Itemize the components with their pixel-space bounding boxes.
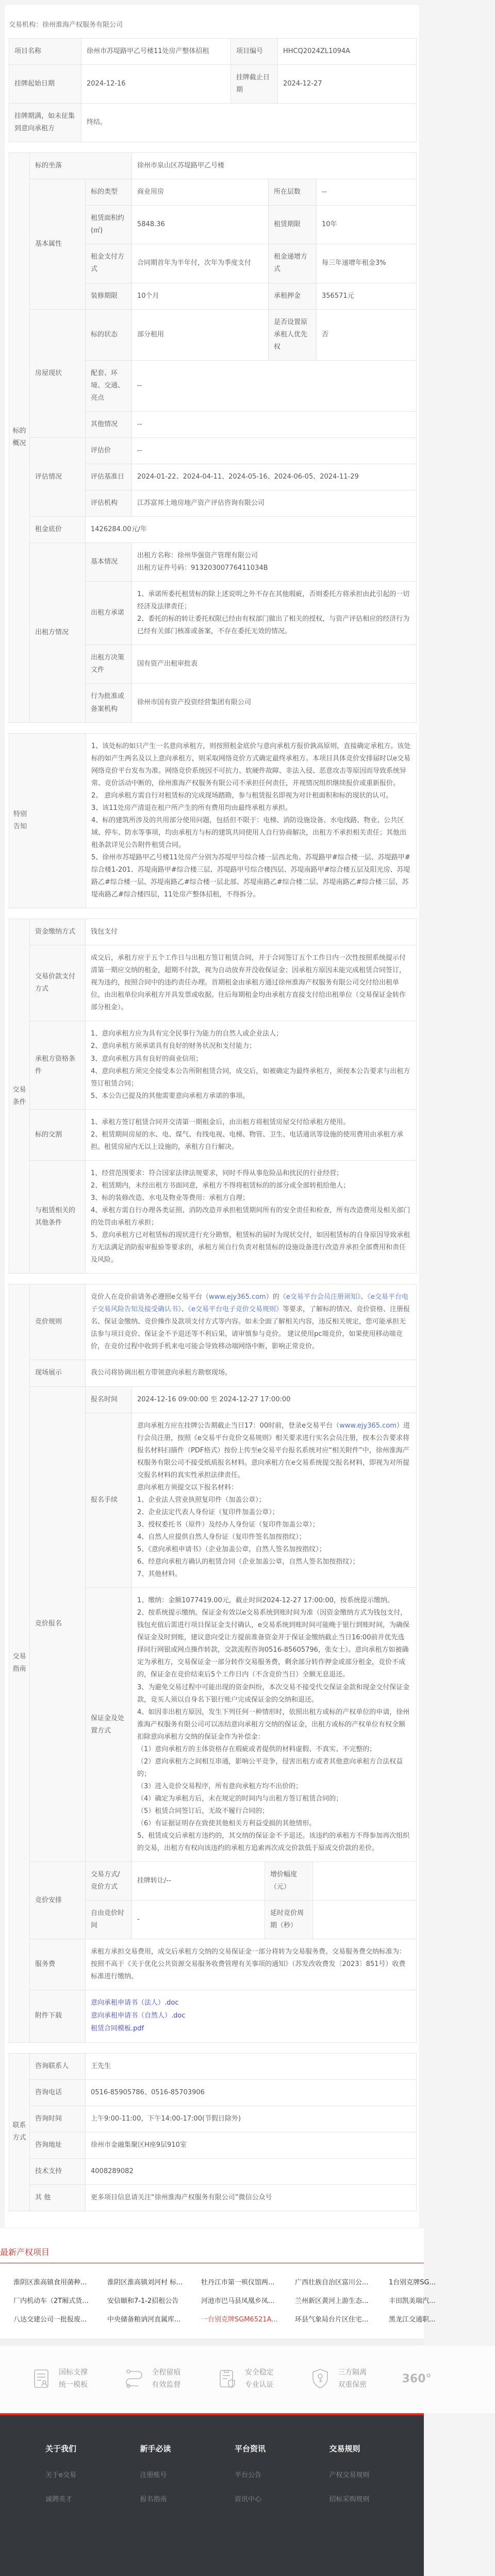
footer	[0, 2415, 424, 2576]
lessor-group-label: 出租方情况	[30, 543, 86, 722]
platform-features-band	[0, 2346, 495, 2413]
section-separator	[0, 2338, 424, 2346]
contact-addr-label: 咨询地址	[30, 2132, 86, 2158]
expire-value: 终结。	[81, 104, 417, 142]
attachment-legal-person-doc-link[interactable]: 意向承租申请书（法人）.doc	[91, 1999, 179, 2007]
attachments-cell	[86, 1990, 417, 2042]
feature-text: 安全稳定 专业认证	[244, 2368, 274, 2389]
expire-label: 挂牌期满，如未征集到意向承租方	[9, 104, 81, 142]
other-cond-label: 其他情况	[86, 411, 132, 437]
footer-link-register-account[interactable]: 注册账号	[140, 2471, 167, 2479]
attachment-lease-contract-pdf-link[interactable]: 租赁合同模板.pdf	[91, 2024, 144, 2032]
footer-column-title: 交易规则	[329, 2444, 360, 2453]
trace-icon	[123, 2367, 145, 2390]
eval-group-label: 评估情况	[30, 437, 86, 516]
rent-pay-label: 租金支付方式	[86, 244, 132, 283]
footer-link-about-ejy[interactable]: 关于e交易	[45, 2471, 76, 2479]
qualification-value: 1、意向承租方应为具有完全民事行为能力的自然人或企业法人； 2、意向承租方须承诺具有良好的财务状况和支付能力； 3、意向承租方具有良好的商业信用； 4、意向承租方须完全接受本公告所附租赁合同，成交后，如被确定为最终承租方，须按本公告要求与出租方签订租赁合同； 5、本公告已提及的其他需要意向承租方承诺的事项。	[86, 1021, 417, 1109]
feature-item	[216, 2366, 309, 2392]
env-label: 配套、环境、交通、亮点	[86, 360, 132, 411]
eval-org-value: 江苏富邦土地房地产资产评估咨询有限公司	[132, 490, 417, 516]
latest-project-link[interactable]: 丰田凯美瑞汽...	[389, 2297, 436, 2305]
contact-person-label: 咨询联系人	[30, 2053, 86, 2079]
procedure-label: 报名手续	[86, 1413, 132, 1588]
lessor-approve-label: 行为批准或备案机构	[86, 684, 132, 722]
delivery-value: 1、承租方签订租赁合同并交清第一期租金后，由出租方将租赁房屋交付给承租方使用。 2、租赁期间房屋的水、电、煤气、有线电视、电梯、物管、卫生、电话通讯等设施的使用费用由承租方承担。租赁房屋内无以上设施的，承租方自行解决。	[86, 1109, 417, 1160]
project-name-label: 项目名称	[9, 39, 81, 65]
increment-label: 增价幅度（元）	[265, 1862, 313, 1901]
feature-item	[30, 2366, 123, 2392]
latest-project-link[interactable]: 淮阴区淮高镇刘河村 标...	[107, 2278, 183, 2286]
cert-icon	[216, 2367, 239, 2390]
footer-column-about	[45, 2443, 140, 2518]
rent-increase-label: 租金递增方式	[269, 244, 317, 283]
bid-rules-text: 、	[360, 1293, 368, 1301]
listing-end-label: 挂牌截止日期	[231, 65, 278, 104]
latest-project-link[interactable]: 广西壮族自治区富川公...	[295, 2278, 369, 2286]
other-cond-value: --	[132, 411, 417, 437]
trade-conditions-table	[9, 919, 417, 1274]
contact-other-value: 更多项目信息请关注“徐州淮海产权服务有限公司”微信公众号	[86, 2184, 417, 2211]
deposit-method-label: 保证金及处置方式	[86, 1588, 132, 1862]
trade-guide-table	[9, 1284, 417, 2042]
service-fee-label: 服务费	[30, 1939, 86, 1990]
contact-addr-value: 徐州市金融集聚区H座9层910室	[86, 2132, 417, 2158]
footer-column-title: 新手必读	[140, 2444, 171, 2453]
status-value: 部分租用	[132, 309, 269, 360]
floor-price-label: 租金底价	[30, 517, 86, 543]
priority-label: 是否设置原承租人优先权	[269, 309, 317, 360]
contact-phone-label: 咨询电话	[30, 2079, 86, 2106]
increment-value	[313, 1862, 417, 1901]
ebidding-rules-link[interactable]: 《e交易平台电子竞价交易规则》	[188, 1306, 283, 1314]
eval-date-value: 2024-01-22、2024-04-11、2024-05-16、2024-06-05、2024-11-29	[132, 464, 417, 490]
listing-start-label: 挂牌起始日期	[9, 65, 81, 104]
section-label-conditions: 交易 条件	[9, 919, 30, 1274]
footer-column-rules	[329, 2443, 424, 2518]
bid-rules-text: 等要求，了解标的情况、竞价资格、注册报名、保证金缴纳、竞价操作及款项支付方式等内容。如未全面了解相关内容，违反相关规定，您可能承担无法参与项目竞价、保证金不予退还等不利后果，请审慎参与竞价。 建议使用pc端竞价，如果使用移动端竞价，在竞价过程中收到手机来电可能会导致移动端网络中断，影响正常竞价。	[91, 1306, 410, 1351]
special-notice-text: 1、该处标的如只产生一名意向承租方，则按照租金底价与意向承租方报价孰高原则，直接确定承租方。该处标的如产生两名及以上意向承租方，则采取网络竞价方式确定最终承租方。本项目具体竞价安排届时以e交易网络竞价平台发布为准。网络竞价系统因不可抗力、软硬件故障、非法入侵、恶意攻击等原因而导致系统异常、竞价活动中断的，徐州淮海产权服务有限公司不承担任何责任，并视情况组织继续报价或重新报价。 2、 意向承租方需自行对租赁标的完成现场踏勘，参与租赁报名即视为对计租面积和标的现状的认可。 3、该11处房产清退在租户所产生的所有费用均由最终承租方承担。 4、标的建筑所涉及的共用部分使用问题，包括但不限于：电梯、消防设施设备、水电线路、物业、公共区域、停车、防水等事项，均由承租方与标的建筑共同使用人自行协商解决，出租方不承担相关责任；其他出租条款详见公告附件租赁合同。 5、徐州市苏堤路甲乙号楼11处房产分别为苏堤甲号综合楼一层西北角、苏堤路甲#综合楼一层、苏堤路甲#综合楼1-201、苏堤南路甲#综合楼三层、苏堤路甲号综合楼四层、苏堤南路甲#综合楼五层及阳光房、苏堤路乙#综合楼一层、苏堤南路乙#综合楼一层北部、苏堤南路乙#综合楼二层、苏堤南路乙#综合楼三层、苏堤南路乙#综合楼四层，11处房产整体招租，不得拆分。	[86, 733, 417, 908]
project-info-table	[9, 38, 417, 142]
contact-table	[9, 2053, 417, 2211]
footer-link-signup-guide[interactable]: 报名指南	[140, 2495, 167, 2503]
feature-text: 三方隔离 双重保密	[338, 2368, 367, 2389]
ejy365-link[interactable]: www.ejy365.com	[339, 1421, 397, 1430]
delivery-label: 标的交割	[30, 1109, 86, 1160]
deposit-label: 承租押金	[269, 283, 317, 309]
term-value: 10年	[317, 206, 417, 244]
section-label-guide: 交易 指南	[9, 1284, 30, 2042]
latest-project-link[interactable]: 兰州新区黄河上游生态...	[295, 2297, 369, 2305]
rent-increase-value: 每三年递增年租金3%	[317, 244, 417, 283]
procedure-value	[132, 1413, 417, 1588]
bid-arrange-group-label: 竞价安排	[30, 1862, 86, 1939]
latest-projects-section	[0, 2228, 436, 2338]
eval-date-label: 评估基准日	[86, 464, 132, 490]
attachment-natural-person-doc-link[interactable]: 意向承租申请书（自然人）.doc	[91, 2012, 186, 2020]
footer-link-careers[interactable]: 诚聘英才	[45, 2495, 73, 2503]
priority-value: 否	[317, 309, 417, 360]
footer-column-beginner	[140, 2443, 235, 2518]
floor-price-value: 1426284.00元/年	[86, 517, 417, 543]
footer-link-news-center[interactable]: 资讯中心	[235, 2495, 262, 2503]
fitment-value: 10个月	[132, 283, 269, 309]
signup-time-label: 报名时间	[86, 1386, 132, 1413]
feature-item	[402, 2366, 495, 2392]
feature-text: 全程留痕 有效监督	[152, 2368, 181, 2389]
latest-project-link-highlighted[interactable]: 一台别克牌SGM6521A...	[201, 2315, 278, 2324]
eval-org-label: 评估机构	[86, 490, 132, 516]
listing-end-value: 2024-12-27	[278, 65, 417, 104]
feature-item	[309, 2366, 402, 2392]
floor-label: 所在层数	[269, 179, 317, 206]
latest-project-link[interactable]: 1台别克牌SG...	[389, 2278, 436, 2286]
attachments-label: 附件下载	[30, 1990, 86, 2042]
eval-price-label: 评估价	[86, 437, 132, 464]
latest-project-link[interactable]: 安信颐和7-1-2招租公告	[107, 2297, 179, 2305]
payment-method-value: 成交后，承租方应于五个工作日与出租方签订租赁合同，并于合同签订五个工作日内一次性按照系统提示付清第一期应交纳的租金，超期不付款，视为自动放弃并没收保证金；因承租方原因未能完成租赁合同签订，视为违约，按照合同中的违约责任办理。首期租金由承租方通过徐州淮海产权服务有限公司交付给出租单位。由出租单位向承租方开具发票或收据。往后每期租金均由承租方直接支付给出租单位（交易保证金转作部分租金）。	[86, 945, 417, 1021]
fund-method-value: 钱包支付	[86, 919, 417, 945]
latest-projects-title: 最新产权项目	[0, 2247, 50, 2257]
lessor-approve-value: 徐州市国有资产投资经营集团有限公司	[132, 684, 417, 722]
bid-rules-text: 竞价人在竞价前请务必遵照e交易平台（	[91, 1293, 209, 1301]
360-icon: 360°	[402, 2372, 432, 2385]
contact-other-label: 其 他	[30, 2184, 86, 2211]
lessor-doc-label: 出租方决策文件	[86, 645, 132, 684]
status-label: 标的状态	[86, 309, 132, 360]
target-overview-table	[9, 152, 417, 722]
member-register-notice-link[interactable]: 《e交易平台会员注册须知》	[279, 1293, 361, 1301]
bid-rules-label: 竞价规则	[30, 1284, 86, 1360]
fund-method-label: 资金缴纳方式	[30, 919, 86, 945]
trading-agency-line: 交易机构：徐州淮海产权服务有限公司	[9, 21, 123, 29]
contact-time-label: 咨询时间	[30, 2106, 86, 2132]
footer-column-title: 平台资讯	[235, 2444, 266, 2453]
site-show-value: 我公司将协调出租方带领意向承租方勘察现场。	[86, 1360, 417, 1386]
contact-time-value: 上午9:00-11:00，下午14:00-17:00(节假日除外)	[86, 2106, 417, 2132]
area-label: 租赁面积约 (㎡)	[86, 206, 132, 244]
rent-pay-value: 合同期首年为半年付，次年为季度支付	[132, 244, 269, 283]
latest-project-link[interactable]: 环县气象局台片区住宅...	[295, 2315, 369, 2324]
latest-project-link[interactable]: 河池市巴马县凤凰乡凤...	[201, 2297, 275, 2305]
section-label-notice: 特别 告知	[9, 733, 86, 908]
doc-template-icon	[30, 2367, 53, 2390]
deposit-value: 356571元	[317, 283, 417, 309]
project-no-label: 项目编号	[231, 39, 278, 65]
basic-attr-label: 基本属性	[30, 179, 86, 309]
announcement-card	[4, 4, 420, 2228]
lessor-basic-label: 基本情况	[86, 543, 132, 582]
footer-link-property-rules[interactable]: 产权交易规则	[329, 2471, 370, 2479]
latest-project-link[interactable]: 中央储备粮讷河直属库...	[107, 2315, 181, 2324]
section-label-target: 标的 概况	[9, 153, 30, 722]
procedure-text: ）进行会员注册，按照《e交易平台竞价交易规则》相关要求进行实名会员注册，按本公告要求将报名材料扫描件（PDF格式）按份上传至e交易平台报名系统对应“相关附件”中，徐州淮海产权服务有限公司不接受纸质报名材料。意向承租方在e交易系统提交报名材料，即视为对所提交报名材料的真实性承担法律责任。	[137, 1421, 410, 1479]
area-value: 5848.36	[132, 206, 269, 244]
fitment-label: 装修期限	[86, 283, 132, 309]
latest-project-link[interactable]: 淮阴区淮高镇食用菌种...	[13, 2278, 87, 2286]
latest-project-link[interactable]: 厂内机动车（2T厢式货...	[13, 2297, 89, 2305]
delay-cycle-value	[313, 1901, 417, 1939]
bid-rules-text: ）的	[266, 1293, 279, 1301]
lessor-commit-value: 1、承诺所委托租赁标的除上述说明之外不存在其他瑕疵，否则委托方将承担由此引起的一切经济及法律责任； 2、委托的标的转让委托权限已经由有权部门做出了相关的授权，与资产评估相应的经济行为已经有关部门核准或备案，不存在委托无效的情况。	[132, 582, 417, 645]
latest-projects-grid	[0, 2263, 485, 2338]
eval-price-value: --	[132, 437, 417, 464]
special-notice-table	[9, 733, 417, 909]
procedure-text: 意向承租方应在挂牌公告期截止当日17：00时前，登录e交易平台（	[137, 1421, 340, 1430]
tech-support-value: 4008289082	[86, 2158, 417, 2184]
location-label: 标的坐落	[30, 153, 132, 179]
contact-person-value: 王先生	[86, 2053, 417, 2079]
risk-confirm-link[interactable]: 《e交易平台电子交易风险告知及接受确认书》	[91, 1293, 408, 1314]
feature-item	[123, 2366, 216, 2392]
house-status-group-label: 房屋现状	[30, 309, 86, 437]
ejy365-link[interactable]: www.ejy365.com	[209, 1293, 266, 1301]
bid-rules-text: 、	[181, 1306, 188, 1314]
lease-other-label: 与租赁相关的其他条件	[30, 1160, 86, 1273]
signup-group-label: 竞价报名	[30, 1386, 86, 1862]
section-label-contact: 联系 方式	[9, 2053, 30, 2211]
lease-other-value: 1、经营范围要求：符合国家法律法规要求，同时不得从事危险品和扰民的行业经营； 2、租赁期内，未经出租方书面同意，承租方不得将租赁标的的部分或全部转租给他人； 3、标的装修改造、水电及物业等费用：承租方自理； 4、承租方需自行办理各类证照、消防改造并承担租赁期间所有的安全责任和检查，所有改造费用及相关部门的处罚由承租方承担； 5、意向承租方已对租赁标的现状进行充分勘察，租赁标的届时为现状交付，如因租赁标的自身原因导致承租方无法满足消防报审报验等要求的，承租方须自行负责对租赁标的设施设备进行改造并承担全部费用和责任及风险。	[86, 1160, 417, 1273]
project-no-value: HHCQ2024ZL1094A	[278, 39, 417, 65]
delay-cycle-label: 延时竞价周期（秒）	[265, 1901, 313, 1939]
qualification-label: 承租方资格条件	[30, 1021, 86, 1109]
type-value: 商业用房	[132, 179, 269, 206]
trade-mode-value: 挂牌转让/--	[132, 1862, 265, 1901]
term-label: 租赁期限	[269, 206, 317, 244]
listing-start-value: 2024-12-16	[81, 65, 231, 104]
lessor-commit-label: 出租方承诺	[86, 582, 132, 645]
shield-key-icon	[309, 2367, 332, 2390]
footer-link-bid-procurement-rules[interactable]: 招标采购规则	[329, 2495, 370, 2503]
env-value: --	[132, 360, 417, 411]
floor-value: --	[317, 179, 417, 206]
footer-column-title: 关于我们	[45, 2444, 77, 2453]
latest-project-link[interactable]: 八达交建公司一批报废...	[13, 2315, 87, 2324]
lessor-basic-value: 出租方名称：徐州华强资产管理有限公司 出租方证件号码：91320300776411034B	[132, 543, 417, 582]
procedure-materials: 意向承租方须提交以下报名材料： 1、企业法人营业执照复印件（加盖公章）； 2、企业法定代表人身份证（复印件加盖公章）； 3、授权委托书（原件）及经办人身份证（复印件加盖公章）； 4、自然人应提供自然人身份证（复印件签名加按指纹）； 5、《意向承租申请书》（企业加盖公章，自然人签名加按指纹）； 6、经意向承租方确认的租赁合同（企业加盖公章，自然人签名加按指纹）； 7、其他材料。	[137, 1483, 359, 1579]
latest-project-link[interactable]: 黑龙江交通职...	[389, 2315, 436, 2324]
signup-time-value: 2024-12-16 09:00:00 至 2024-12-27 17:00:00	[132, 1386, 417, 1413]
latest-project-link[interactable]: 牡丹江市第一殡仪馆两...	[201, 2278, 275, 2286]
footer-column-news	[235, 2443, 329, 2518]
bid-rules-value	[86, 1284, 417, 1360]
free-bid-time-value: -	[132, 1901, 265, 1939]
lessor-doc-value: 国有资产出租审批表	[132, 645, 417, 684]
contact-phone-value: 0516-85905786、0516-85703906	[86, 2079, 417, 2106]
footer-link-platform-notice[interactable]: 平台公告	[235, 2471, 262, 2479]
trade-mode-label: 交易方式/竞价方式	[86, 1862, 132, 1901]
tech-support-label: 技术支持	[30, 2158, 86, 2184]
project-name-value: 徐州市苏堤路甲乙号楼11处房产整体招租	[81, 39, 231, 65]
site-show-label: 现场展示	[30, 1360, 86, 1386]
payment-method-label: 交易价款支付方式	[30, 945, 86, 1021]
procedure-intro	[137, 1420, 411, 1482]
free-bid-time-label: 自由竞价时间	[86, 1901, 132, 1939]
type-label: 标的类型	[86, 179, 132, 206]
feature-text: 国标支撑 统一模板	[59, 2368, 88, 2389]
deposit-method-value: 1、缴纳：金额1077419.00元，截止时间2024-12-27 17:00:00，按系统提示缴纳。 2、按系统提示缴纳。保证金有效以e交易系统到账时间为准（因资金缴纳方式为钱包支付，钱包充值后需进行项目保证金支付确认，e交易系统到账时间可能晚于银行到账时间，为确保保证金及时到账，建议意向受让方提前准备资金并于保证金缴纳截止当日16:00前并优先选择同行网银或网点操作转款，交款流程咨询0516-85605796，张女士）。意向承租方如被确定为承租方，交易保证金一部分转作交易服务费，剩余部分转作押金或部分租金，竞价不成的，保证金在竞价结束后5个工作日内（不含竞价当日）全额无息退还。 3、为避免交易过程中可能出现的资金纠纷，本次交易不接受代交保证金款和现金交付保证金款，竞买人须以自身名下银行账户完成保证金的交纳和退还。 4、如因非出租方原因，发生下列任何一种情形时，依照出租方或标的产权单位的申请，徐州淮海产权服务有限公司可以冻结意向承租方交纳的保证金，出租方或标的产权单位有权全额扣除意向承租方交纳的保证金作为补偿金： （1）意向承租方的主体资格存在瑕疵或者提供的材料虚假、不真实、不完整的； （2）意向承租方之间相互串通，影响公平竞争，侵害出租方或者其他意向承租方合法权益的； （3）进入竞价交易程序，所有意向承租方均不出价的； （4）确定为承租方后，未在规定的时间内与出租方签订租赁合同的； （5）租赁合同签订后，无故不履行合同的； （6）有证据证明存在致使其他相关方利益受损的其他情形。 5、租赁成交后承租方违约的，其交纳的保证金不予退还。该违约的承租方不得参加再次组织的交易，出租方有权向该违约的承租方追索再次成交价款低于原成交价款的差价。	[132, 1588, 417, 1862]
service-fee-value: 承租方承担交易费用，成交后承租方交纳的交易保证金一部分将转为交易服务费。交易服务费交纳标准为：按照不高于《关于优化公共资源交易服务收费管理有关事项的通知》（苏发改收费发〔2023〕851号）收费标准进行缴纳。	[86, 1939, 417, 1990]
location-value: 徐州市泉山区苏堤路甲乙号楼	[132, 153, 417, 179]
